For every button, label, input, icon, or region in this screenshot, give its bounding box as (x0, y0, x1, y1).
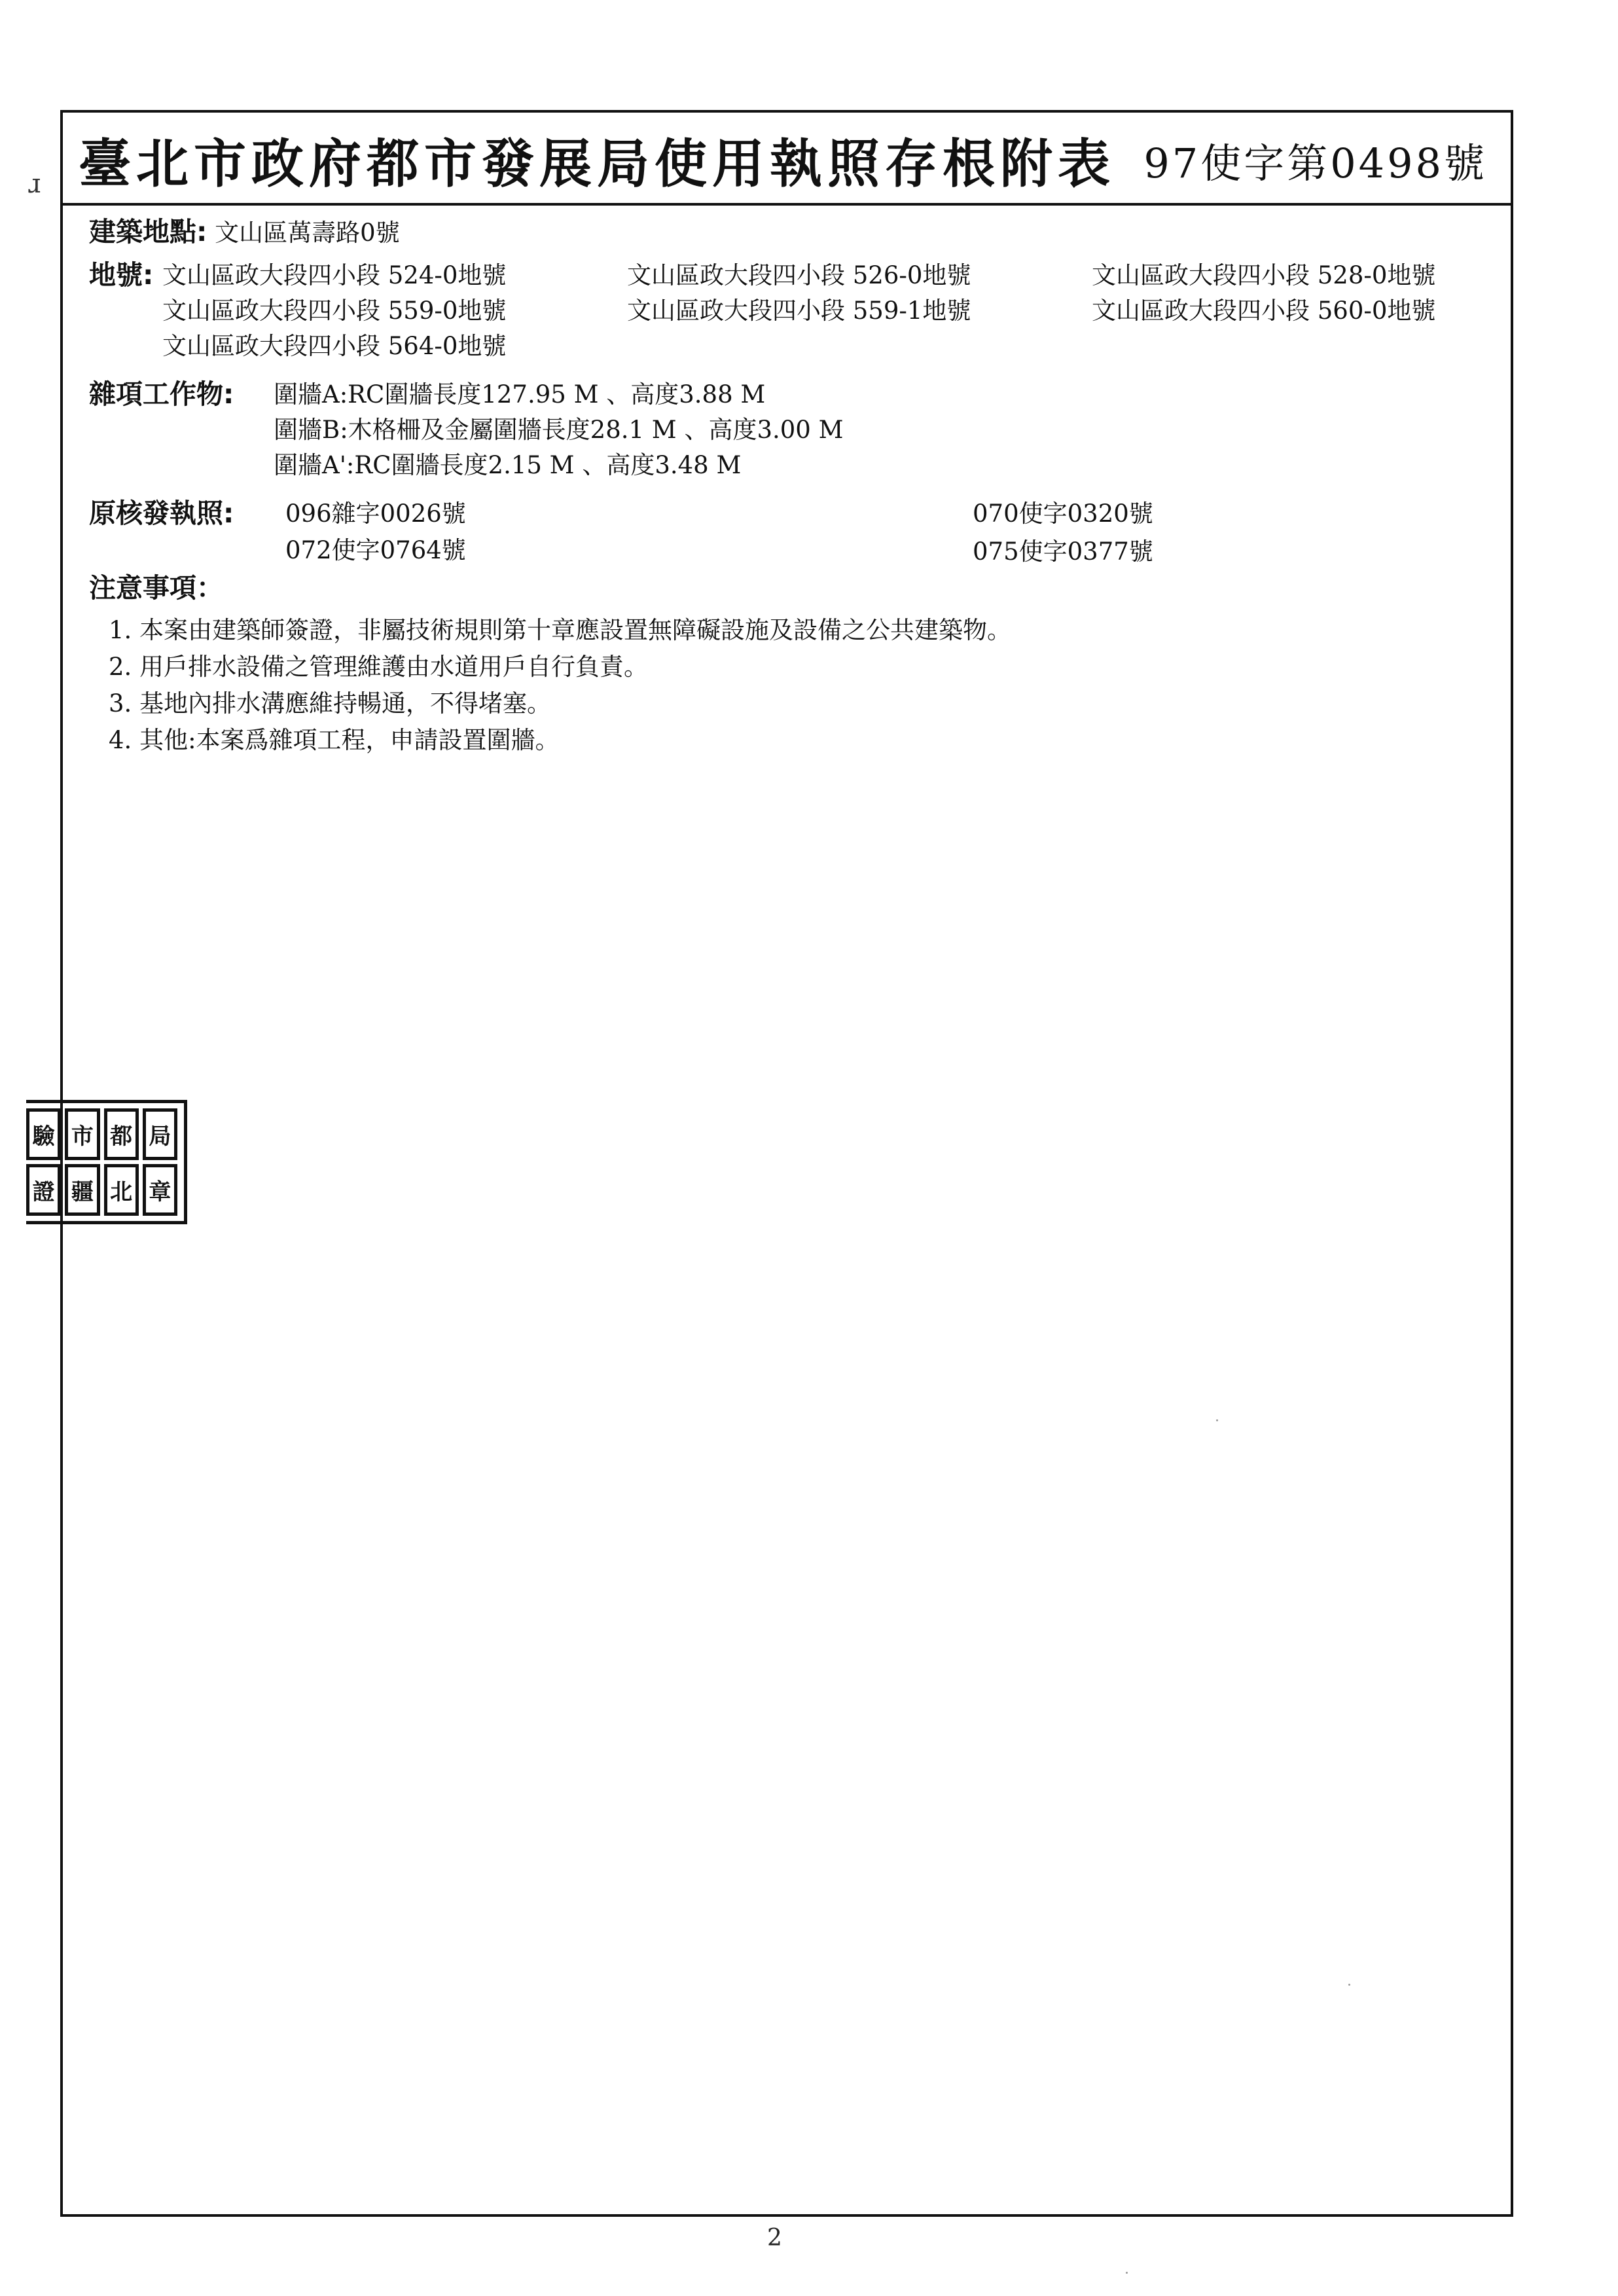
lots-label: 地號: (89, 259, 154, 291)
scan-speck (1348, 1984, 1350, 1986)
permit-number: 97使字第0498號 (1143, 139, 1487, 187)
structure-item: 圍牆A:RC圍牆長度127.95 M 、高度3.88 M (274, 380, 766, 409)
note-item: 4. 其他:本案爲雜項工程，申請設置圍牆。 (109, 726, 560, 754)
lot-item: 文山區政大段四小段 524-0地號 (162, 261, 507, 289)
structure-item: 圍牆B:木格柵及金屬圍牆長度28.1 M 、高度3.00 M (274, 416, 844, 444)
note-item: 3. 基地內排水溝應維持暢通，不得堵塞。 (109, 689, 552, 718)
document-title: 臺北市政府都市發展局使用執照存根附表 (79, 133, 1115, 194)
scan-speck (1216, 1419, 1218, 1421)
seal-glyph: 疆 (65, 1164, 99, 1216)
margin-mark: ɹ (27, 169, 41, 199)
original-permit-item: 072使字0764號 (285, 536, 466, 564)
structure-item: 圍牆A':RC圍牆長度2.15 M 、高度3.48 M (274, 451, 742, 479)
original-permits-label: 原核發執照: (89, 498, 234, 529)
lot-item: 文山區政大段四小段 559-1地號 (627, 297, 971, 325)
structures-label: 雜項工作物: (89, 378, 234, 410)
seal-glyph: 證 (26, 1164, 61, 1216)
seal-glyph: 驗 (26, 1108, 61, 1160)
note-item: 1. 本案由建築師簽證，非屬技術規則第十章應設置無障礙設施及設備之公共建築物。 (109, 616, 1012, 644)
seal-glyph: 都 (104, 1108, 139, 1160)
site-row (89, 216, 400, 247)
note-item: 2. 用戶排水設備之管理維護由水道用戶自行負責。 (109, 653, 649, 681)
lot-item: 文山區政大段四小段 559-0地號 (162, 297, 507, 325)
site-label: 建築地點: (89, 216, 207, 247)
lot-item: 文山區政大段四小段 528-0地號 (1092, 261, 1436, 289)
title-divider (60, 203, 1513, 206)
site-value: 文山區萬壽路0號 (215, 219, 400, 247)
notes-label: 注意事項： (89, 572, 223, 604)
original-permit-item: 070使字0320號 (973, 500, 1153, 528)
scan-speck (1126, 2272, 1128, 2274)
seal-glyph: 北 (104, 1164, 139, 1216)
lot-item: 文山區政大段四小段 526-0地號 (627, 261, 971, 289)
seal-glyph: 章 (143, 1164, 177, 1216)
seal-glyph: 局 (143, 1108, 177, 1160)
original-permit-item: 096雜字0026號 (285, 500, 466, 528)
lot-item: 文山區政大段四小段 564-0地號 (162, 332, 507, 360)
lots-label-row (89, 259, 154, 291)
lot-item: 文山區政大段四小段 560-0地號 (1092, 297, 1436, 325)
original-permit-item: 075使字0377號 (973, 538, 1153, 566)
seal-glyph: 市 (65, 1108, 99, 1160)
official-seal (26, 1100, 187, 1224)
page-number: 2 (767, 2225, 782, 2251)
structures-label-row (89, 378, 234, 410)
notes-label-row (89, 572, 223, 604)
original-permits-label-row (89, 500, 234, 527)
